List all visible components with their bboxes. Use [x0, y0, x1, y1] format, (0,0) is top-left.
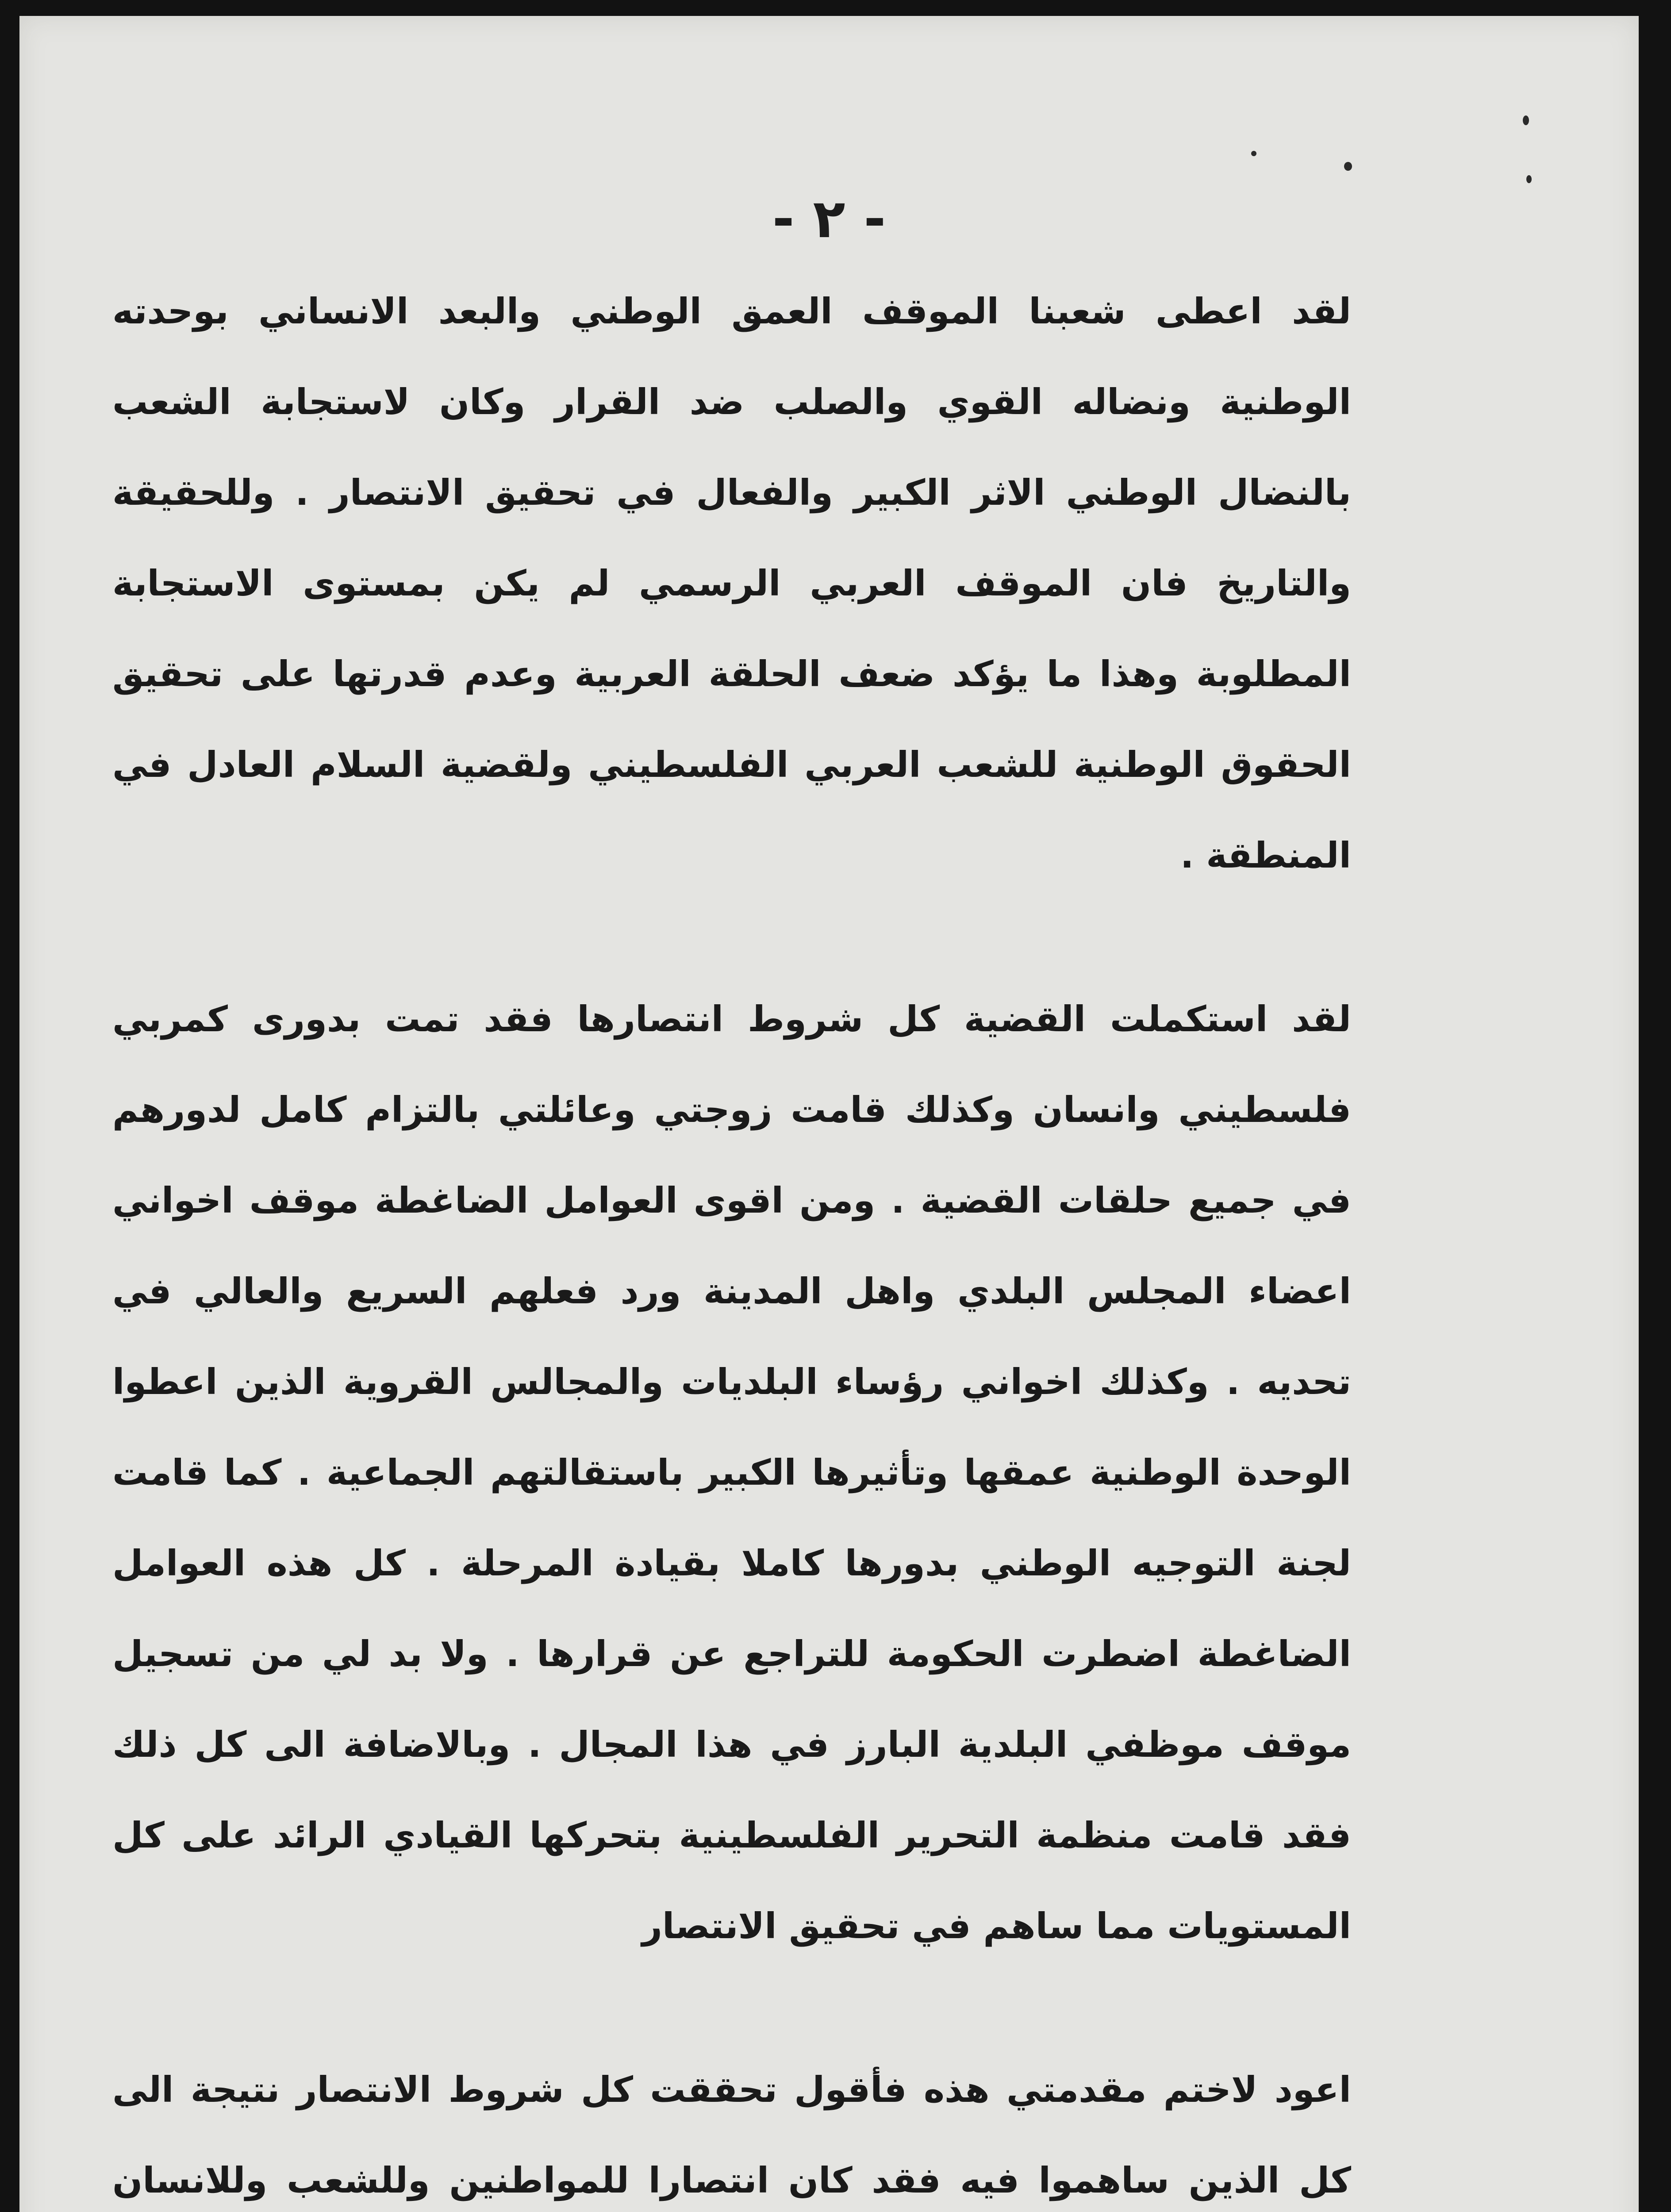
paragraph-3: اعود لاختم مقدمتي هذه فأقول تحققت كل شروط الانتصار نتيجة الى كل الذين ساهموا فيه فقد كان انتصارا للمواطنين وللشعب وللانسان	[112, 2069, 1351, 2201]
paper-speck	[1251, 151, 1256, 156]
paper-speck	[1344, 162, 1352, 171]
paragraph-2: لقد استكملت القضية كل شروط انتصارها فقد تمت بدورى كمربي فلسطيني وانسان وكذلك قامت زوجتي وعائلتي بالتزام كامل لدورهم في جميع حلقات القضية . ومن اقوى العوامل الضاغطة موقف اخواني اعضاء المجلس البلدي واهل المدينة ورد فعلهم السريع والعالي في تحديه . وكذلك اخواني رؤساء البلديات والمجالس القروية الذين اعطوا الوحدة الوطنية عمقها وتأثيرها الكبير باستقالتهم الجماعية . كما قامت لجنة التوجيه الوطني بدورها كاملا بقيادة المرحلة . كل هذه العوامل الضاغطة اضطرت الحكومة للتراجع عن قرارها . ولا بد لي من تسجيل موقف موظفي البلدية البارز في هذا المجال . وبالاضافة الى كل ذلك فقد قامت منظمة التحرير الفلسطينية بتحركها القيادي الرائد على كل المستويات مما ساهم في تحقيق الانتصار	[112, 998, 1351, 1947]
page-number: - ٢ -	[772, 188, 886, 250]
paragraph-1: لقد اعطى شعبنا الموقف العمق الوطني والبعد الانساني بوحدته الوطنية ونضاله القوي والصلب ضد القرار وكان لاستجابة الشعب بالنضال الوطني الاثر الكبير والفعال في تحقيق الانتصار . وللحقيقة والتاريخ فان الموقف العربي الرسمي لم يكن بمستوى الاستجابة المطلوبة وهذا ما يؤكد ضعف الحلقة العربية وعدم قدرتها على تحقيق الحقوق الوطنية للشعب العربي الفلسطيني ولقضية السلام العادل في المنطقة .	[112, 291, 1351, 876]
paper-speck	[1526, 175, 1532, 183]
document-page	[19, 16, 1639, 2212]
document-body	[112, 266, 1351, 2212]
paper-speck	[1523, 115, 1529, 125]
